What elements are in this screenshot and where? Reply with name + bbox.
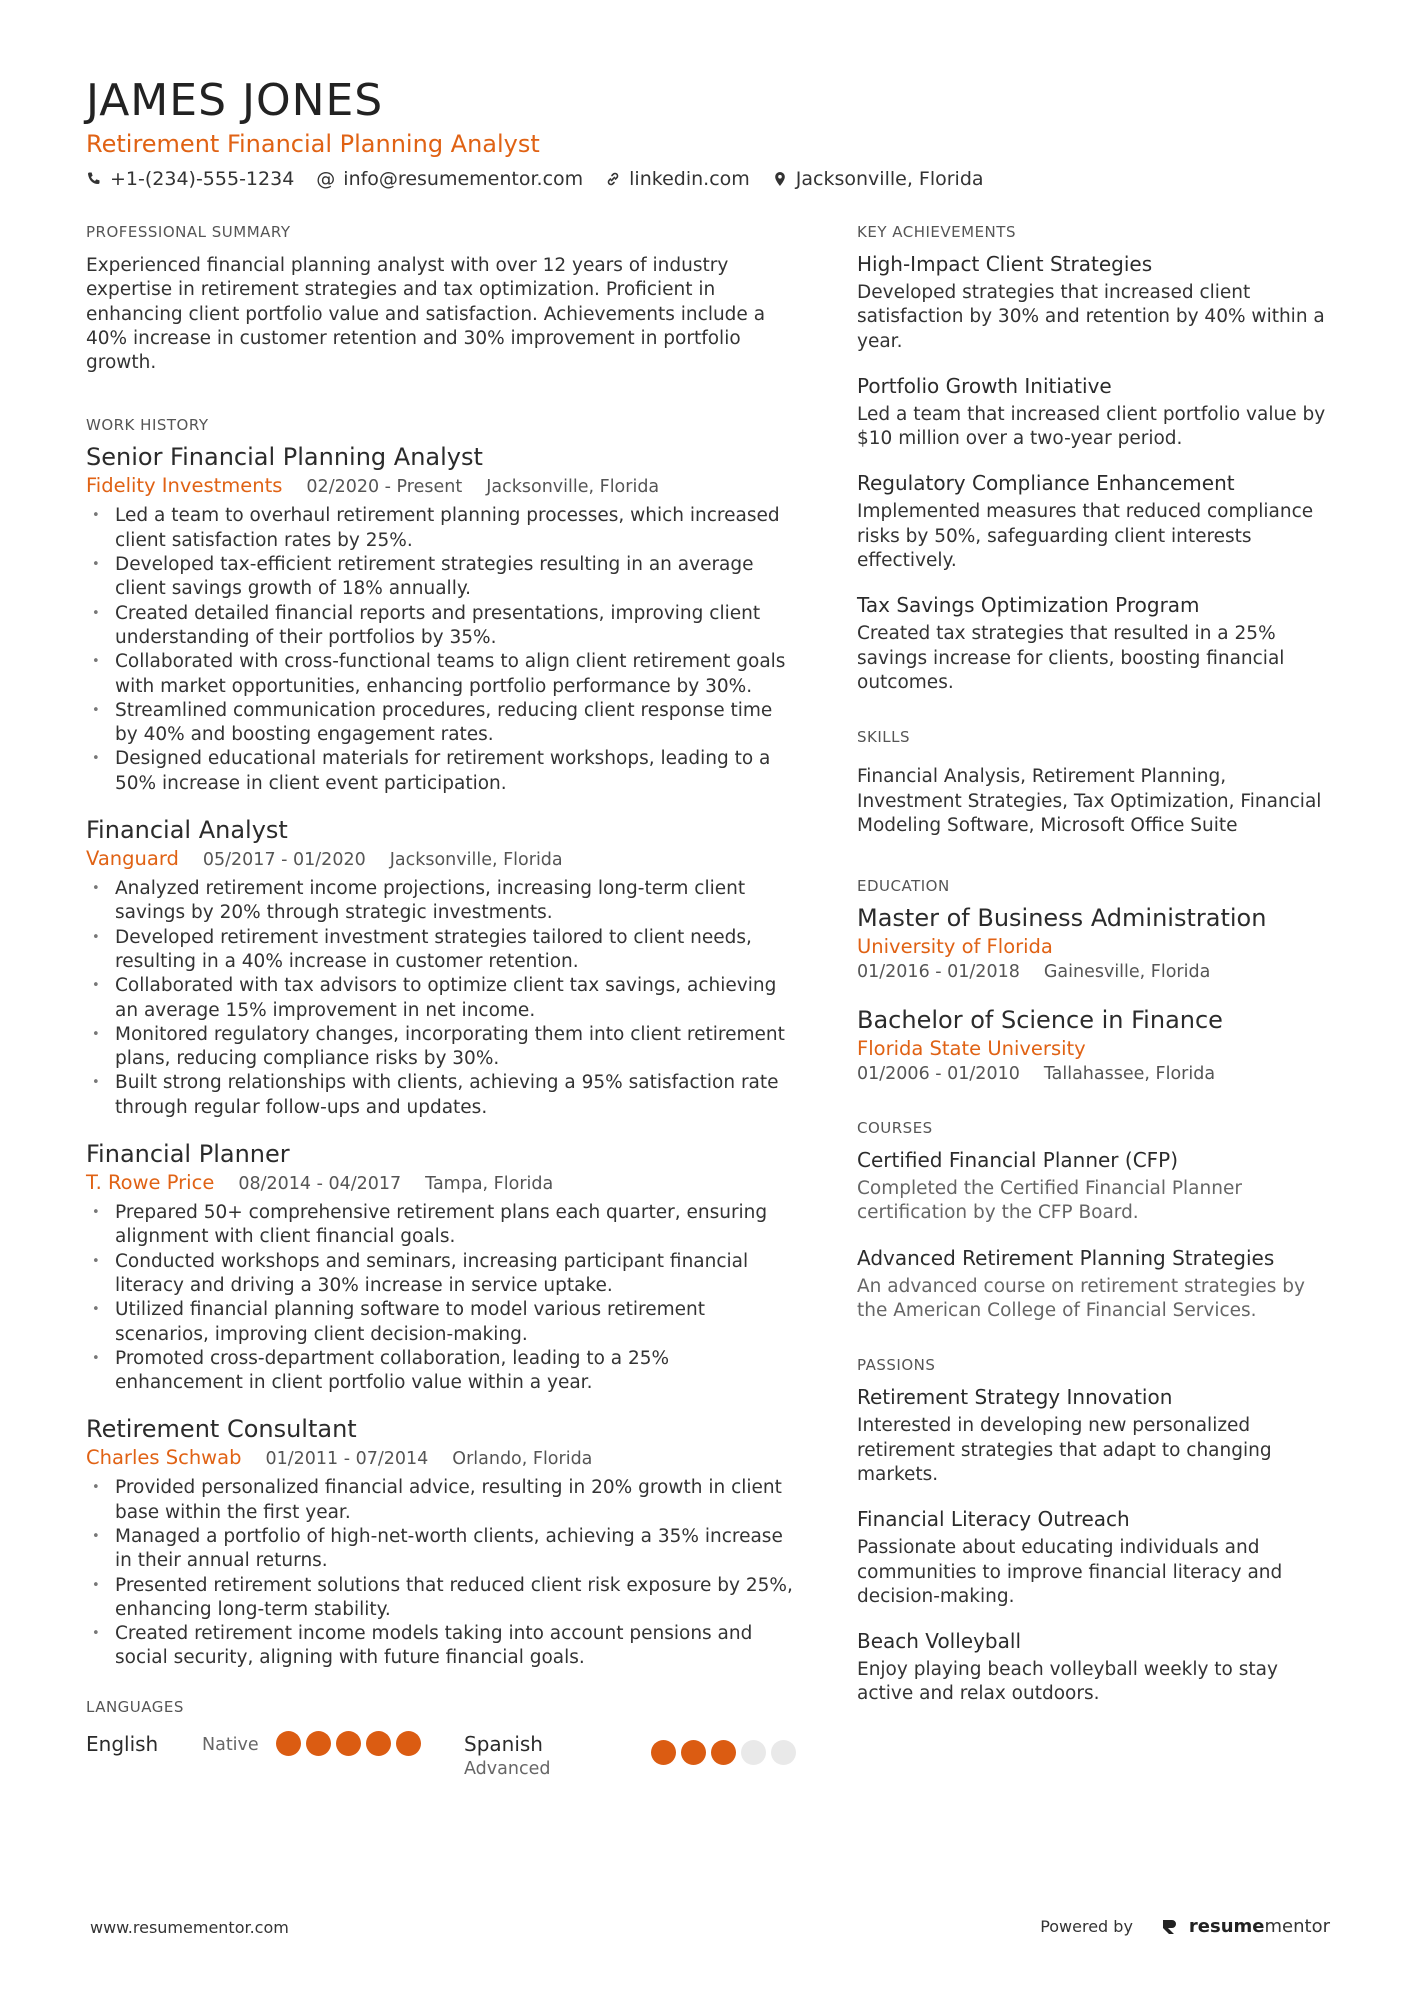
- job-meta: [86, 1170, 798, 1197]
- job-title: Financial Analyst: [86, 816, 288, 845]
- page-footer: [90, 1918, 1330, 1948]
- passion-item: [857, 1627, 1327, 1707]
- education-item: [857, 902, 1327, 984]
- job-bullet: • Analyzed retirement income projections, increasing long-term client savings by 20% through strategic investments.: [86, 877, 798, 926]
- job-dates: 05/2017 - 01/2020: [202, 850, 366, 871]
- course-title: Certified Financial Planner (CFP): [857, 1148, 1179, 1173]
- education-section: [857, 876, 1327, 1086]
- course-desc: Completed the Certified Financial Planner certification by the CFP Board.: [857, 1178, 1242, 1224]
- brand-bold: resume: [1188, 1916, 1265, 1937]
- education-item: [857, 1004, 1327, 1086]
- summary-text: Experienced financial planning analyst with over 12 years of industry expertise in retirement strategies and tax optimization. Proficient in enhancing client portfolio value and satisfaction. Achievements include a 40% increase in customer retention and 30% improvement in portfolio growth.: [86, 255, 766, 374]
- job-bullets: [86, 1201, 798, 1395]
- language-level: Native: [202, 1734, 259, 1755]
- rating-dot-filled: [396, 1731, 421, 1756]
- achievements-section: [857, 222, 1327, 695]
- job-company: Vanguard: [86, 847, 179, 871]
- passion-item: [857, 1505, 1327, 1609]
- education-dates: 01/2016 - 01/2018: [857, 962, 1020, 983]
- job-bullet: • Utilized financial planning software to model various retirement scenarios, improving client decision-making.: [86, 1298, 798, 1347]
- language-level: Advanced: [464, 1758, 551, 1779]
- contact-email[interactable]: [316, 166, 583, 192]
- passion-item: [857, 1383, 1327, 1487]
- job-bullet: • Monitored regulatory changes, incorporating them into client retirement plans, reducing compliance risks by 30%.: [86, 1023, 798, 1072]
- achievement-item: [857, 250, 1327, 354]
- passion-desc: Passionate about educating individuals and communities to improve financial literacy and decision-making.: [857, 1537, 1283, 1607]
- job-bullet: • Designed educational materials for retirement workshops, leading to a 50% increase in client event participation.: [86, 747, 798, 796]
- job-bullet: • Conducted workshops and seminars, increasing participant financial literacy and driving a 30% increase in service uptake.: [86, 1250, 798, 1299]
- languages-row: [86, 1731, 798, 1791]
- powered-by-label: Powered by: [1040, 1917, 1133, 1936]
- achievement-title: Regulatory Compliance Enhancement: [857, 471, 1235, 496]
- job-location: Orlando, Florida: [452, 1449, 593, 1470]
- job-company: T. Rowe Price: [86, 1171, 215, 1195]
- language-name: Spanish: [464, 1731, 543, 1756]
- achievement-item: [857, 591, 1327, 695]
- job-bullet: • Collaborated with cross-functional teams to align client retirement goals with market opportunities, enhancing portfolio performance by 30%.: [86, 650, 798, 699]
- job-title: Retirement Consultant: [86, 1415, 357, 1444]
- achievements-heading: KEY ACHIEVEMENTS: [857, 223, 1016, 241]
- passions-section: [857, 1355, 1327, 1706]
- candidate-title: Retirement Financial Planning Analyst: [86, 130, 540, 158]
- passion-desc: Enjoy playing beach volleyball weekly to stay active and relax outdoors.: [857, 1659, 1278, 1705]
- job-location: Tampa, Florida: [425, 1174, 554, 1195]
- job-bullet: • Led a team to overhaul retirement planning processes, which increased client satisfaction rates by 25%.: [86, 504, 798, 553]
- brand-rest: mentor: [1264, 1916, 1330, 1937]
- passion-title: Beach Volleyball: [857, 1629, 1021, 1654]
- contact-bar: [86, 166, 1326, 192]
- language-rating-english: [276, 1731, 421, 1756]
- contact-location: [772, 166, 984, 192]
- candidate-name: JAMES JONES: [86, 75, 384, 126]
- contact-phone: [86, 166, 294, 192]
- job-bullet: • Developed tax-efficient retirement strategies resulting in an average client savings growth of 18% annually.: [86, 553, 798, 602]
- job-bullet: • Built strong relationships with clients, achieving a 95% satisfaction rate through regular follow-ups and updates.: [86, 1071, 798, 1120]
- achievement-desc: Created tax strategies that resulted in a 25% savings increase for clients, boosting financial outcomes.: [857, 623, 1285, 693]
- education-meta: [857, 1062, 1327, 1086]
- job-bullet: • Prepared 50+ comprehensive retirement plans each quarter, ensuring alignment with client financial goals.: [86, 1201, 798, 1250]
- languages-section: [86, 1697, 798, 1791]
- passion-title: Financial Literacy Outreach: [857, 1507, 1130, 1532]
- location-text: Jacksonville, Florida: [795, 168, 984, 190]
- rating-dot-filled: [366, 1731, 391, 1756]
- summary-heading: PROFESSIONAL SUMMARY: [86, 223, 291, 241]
- education-location: Gainesville, Florida: [1043, 962, 1211, 983]
- rating-dot-filled: [711, 1740, 736, 1765]
- course-title: Advanced Retirement Planning Strategies: [857, 1245, 1275, 1270]
- job-bullets: [86, 877, 798, 1120]
- job-meta: [86, 846, 798, 873]
- job-bullet: • Presented retirement solutions that reduced client risk exposure by 25%, enhancing long-term stability.: [86, 1574, 798, 1623]
- job-meta: [86, 1445, 798, 1472]
- left-column: [86, 222, 798, 1829]
- footer-url[interactable]: www.resumementor.com: [90, 1918, 289, 1937]
- rating-dot-filled: [651, 1740, 676, 1765]
- phone-icon: [86, 171, 102, 187]
- phone-text: +1-(234)-555-1234: [110, 168, 295, 190]
- achievement-title: High-Impact Client Strategies: [857, 252, 1153, 276]
- job-bullets: [86, 504, 798, 796]
- job-company: Fidelity Investments: [86, 474, 283, 498]
- job-entry: [86, 814, 798, 1120]
- job-bullet: • Provided personalized financial advice, resulting in 20% growth in client base within the first year.: [86, 1476, 798, 1525]
- job-bullet: • Managed a portfolio of high-net-worth clients, achieving a 35% increase in their annual returns.: [86, 1525, 798, 1574]
- achievement-title: Tax Savings Optimization Program: [857, 593, 1200, 618]
- job-dates: 08/2014 - 04/2017: [238, 1174, 402, 1195]
- job-company: Charles Schwab: [86, 1446, 242, 1470]
- achievement-desc: Implemented measures that reduced compliance risks by 50%, safeguarding client interests effectively.: [857, 501, 1314, 572]
- summary-section: [86, 222, 798, 375]
- powered-by: [1040, 1916, 1330, 1937]
- right-column: [857, 222, 1327, 1745]
- job-entry: [86, 441, 798, 796]
- location-pin-icon: [772, 171, 788, 187]
- skills-heading: SKILLS: [857, 728, 911, 747]
- education-heading: EDUCATION: [857, 877, 950, 896]
- achievement-desc: Developed strategies that increased client satisfaction by 30% and retention by 40% within a year.: [857, 282, 1325, 352]
- education-school: University of Florida: [857, 935, 1053, 959]
- email-text: info@resumementor.com: [343, 168, 584, 190]
- job-bullet: • Developed retirement investment strategies tailored to client needs, resulting in a 40% increase in customer retention.: [86, 926, 798, 975]
- work-history-heading: WORK HISTORY: [86, 416, 209, 435]
- language-rating-spanish: [651, 1740, 796, 1765]
- resumementor-logo-icon: [1161, 1918, 1179, 1936]
- brand-name: [1189, 1916, 1330, 1937]
- job-entry: [86, 1138, 798, 1395]
- achievement-item: [857, 469, 1327, 573]
- at-icon: @: [316, 168, 336, 190]
- course-item: [857, 1244, 1327, 1324]
- rating-dot-filled: [336, 1731, 361, 1756]
- skills-section: [857, 727, 1327, 838]
- linkedin-text: linkedin.com: [629, 168, 750, 190]
- rating-dot-empty: [771, 1740, 796, 1765]
- job-bullet: • Promoted cross-department collaboration, leading to a 25% enhancement in client portfolio value within a year.: [86, 1347, 798, 1396]
- resume-header: [86, 74, 1326, 192]
- link-icon: [605, 171, 621, 187]
- job-title: Financial Planner: [86, 1140, 290, 1169]
- skills-text: Financial Analysis, Retirement Planning, Investment Strategies, Tax Optimization, Financial Modeling Software, Microsoft Office Suite: [857, 766, 1322, 836]
- job-bullet: • Created detailed financial reports and presentations, improving client understanding of their portfolios by 35%.: [86, 602, 798, 651]
- passion-desc: Interested in developing new personalized retirement strategies that adapt to changing markets.: [857, 1415, 1272, 1485]
- course-item: [857, 1146, 1327, 1226]
- course-desc: An advanced course on retirement strategies by the American College of Financial Services.: [857, 1275, 1305, 1322]
- languages-heading: LANGUAGES: [86, 1697, 184, 1716]
- education-dates: 01/2006 - 01/2010: [857, 1064, 1020, 1085]
- job-bullet: • Created retirement income models taking into account pensions and social security, aligning with future financial goals.: [86, 1622, 798, 1671]
- job-location: Jacksonville, Florida: [486, 477, 660, 498]
- job-bullet: • Collaborated with tax advisors to optimize client tax savings, achieving an average 15% improvement in net income.: [86, 974, 798, 1023]
- education-degree: Bachelor of Science in Finance: [857, 1006, 1223, 1035]
- achievement-title: Portfolio Growth Initiative: [857, 373, 1112, 398]
- rating-dot-filled: [276, 1731, 301, 1756]
- job-dates: 01/2011 - 07/2014: [265, 1449, 429, 1470]
- achievement-item: [857, 372, 1327, 452]
- education-school: Florida State University: [857, 1037, 1086, 1061]
- education-degree: Master of Business Administration: [857, 904, 1267, 933]
- language-english: [86, 1731, 158, 1757]
- language-name: English: [86, 1731, 159, 1756]
- courses-heading: COURSES: [857, 1119, 933, 1138]
- rating-dot-empty: [741, 1740, 766, 1765]
- job-dates: 02/2020 - Present: [306, 477, 463, 498]
- contact-linkedin[interactable]: [605, 166, 750, 192]
- job-location: Jacksonville, Florida: [389, 850, 563, 871]
- language-spanish: [464, 1731, 550, 1781]
- job-bullets: [86, 1476, 798, 1670]
- job-entry: [86, 1413, 798, 1670]
- courses-section: [857, 1118, 1327, 1323]
- work-history-section: [86, 415, 798, 1670]
- job-bullet: • Streamlined communication procedures, reducing client response time by 40% and boosting engagement rates.: [86, 699, 798, 748]
- passions-heading: PASSIONS: [857, 1356, 936, 1375]
- rating-dot-filled: [681, 1740, 706, 1765]
- job-meta: [86, 473, 798, 500]
- education-meta: [857, 960, 1327, 984]
- job-title: Senior Financial Planning Analyst: [86, 443, 483, 472]
- passion-title: Retirement Strategy Innovation: [857, 1385, 1173, 1410]
- education-location: Tallahassee, Florida: [1043, 1064, 1216, 1085]
- rating-dot-filled: [306, 1731, 331, 1756]
- achievement-desc: Led a team that increased client portfolio value by $10 million over a two-year period.: [857, 403, 1326, 450]
